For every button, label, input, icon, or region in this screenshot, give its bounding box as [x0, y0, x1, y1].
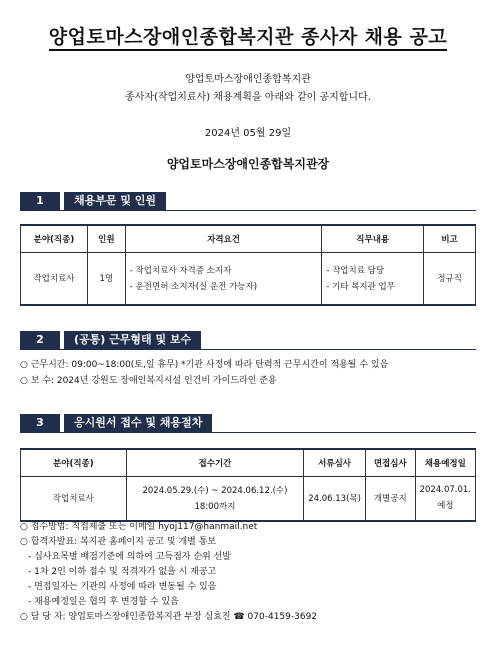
section-3-title: 응시원서 접수 및 채용절차: [64, 414, 212, 432]
section-2-number: 2: [20, 331, 60, 349]
hire-line-1: 2024.07.01.: [419, 485, 471, 496]
cell-field: 작업치료사: [21, 477, 127, 521]
note-announcement: ○ 합격자발표: 복지관 홈페이지 공고 및 개별 통보: [20, 537, 217, 547]
procedure-table: [20, 448, 476, 522]
cell-count: 1명: [87, 253, 125, 305]
note-contact: ○ 담 당 자: 양업토마스장애인종합복지관 부장 심효진 ☎ 070-4159-3692: [20, 612, 318, 622]
note-apply-method: ○ 접수방법: 직접제출 또는 이메일 hyoj117@hanmail.net: [20, 522, 258, 532]
cell-interview: 개별공지: [365, 477, 415, 521]
table-header-row: [21, 449, 476, 477]
section-2-header: [20, 331, 476, 350]
notes-list: [20, 520, 317, 625]
section-1-header: [20, 192, 476, 211]
duty-line-2: - 기타 복지관 업무: [326, 282, 395, 293]
th-hire-date: 채용예정일: [415, 449, 475, 477]
th-period: 접수기간: [126, 449, 304, 477]
cell-doc-review: 24.06.13(목): [304, 477, 366, 521]
th-field: 분야(직종): [21, 225, 88, 253]
qual-line-2: - 운전면허 소지자(실 운전 가능자): [129, 282, 258, 293]
section-1-number: 1: [20, 192, 60, 210]
note-sub-3: - 면접일자는 기관의 사정에 따라 변동될 수 있음: [28, 582, 217, 592]
th-qual: 자격요건: [125, 225, 322, 253]
intro-text: 종사자(작업치료사) 채용계획을 아래와 같이 공지합니다.: [125, 92, 371, 103]
table-header-row: [21, 225, 476, 253]
cell-duty: [322, 253, 424, 305]
page-title: [0, 22, 496, 49]
work-hours: ○ 근무시간: 09:00~18:00(토,일 휴무) *기관 사정에 따라 탄력적 근무시간이 적용될 수 있음: [20, 360, 389, 370]
page-title-text: 양업토마스장애인종합복지관 종사자 채용 공고: [49, 26, 447, 51]
cell-period: [126, 477, 304, 521]
table-row: [21, 477, 476, 521]
th-duty: 직무내용: [322, 225, 424, 253]
note-sub-1: - 심사요목별 배점기준에 의하여 고득점자 순위 선발: [28, 552, 231, 562]
hire-line-2: 예정: [437, 501, 454, 512]
cell-note: 정규직: [424, 253, 476, 305]
th-note: 비고: [424, 225, 476, 253]
intro-org: 양업토마스장애인종합복지관: [185, 74, 311, 85]
section-3-number: 3: [20, 414, 60, 432]
salary: ○ 보 수: 2024년 강원도 장애인복지시설 인건비 가이드라인 준용: [20, 376, 277, 386]
th-field: 분야(직종): [21, 449, 127, 477]
period-line-1: 2024.05.29.(수) ~ 2024.06.12.(수): [142, 486, 288, 497]
announce-date: 2024년 05월 29일: [204, 128, 292, 139]
period-line-2: 18:00까지: [194, 502, 236, 513]
table-row: [21, 253, 476, 305]
cell-qual: [125, 253, 322, 305]
section-1-title: 채용부문 및 인원: [64, 192, 166, 210]
note-sub-2: - 1차 2인 이하 접수 및 적격자가 없을 시 재공고: [28, 567, 217, 577]
duty-line-1: - 작업치료 담당: [326, 266, 385, 277]
qual-line-1: - 작업치료사 자격증 소지자: [129, 266, 232, 277]
note-sub-4: - 채용예정일은 협의 후 변경할 수 있음: [28, 597, 179, 607]
th-interview: 면접심사: [365, 449, 415, 477]
th-count: 인원: [87, 225, 125, 253]
signature: 양업토마스장애인종합복지관장: [166, 157, 330, 171]
th-doc-review: 서류심사: [304, 449, 366, 477]
cell-hire-date: [415, 477, 475, 521]
recruit-table: [20, 224, 476, 306]
section-3-header: [20, 414, 476, 433]
cell-field: 작업치료사: [21, 253, 88, 305]
section-2-title: (공통) 근무형태 및 보수: [64, 331, 201, 349]
